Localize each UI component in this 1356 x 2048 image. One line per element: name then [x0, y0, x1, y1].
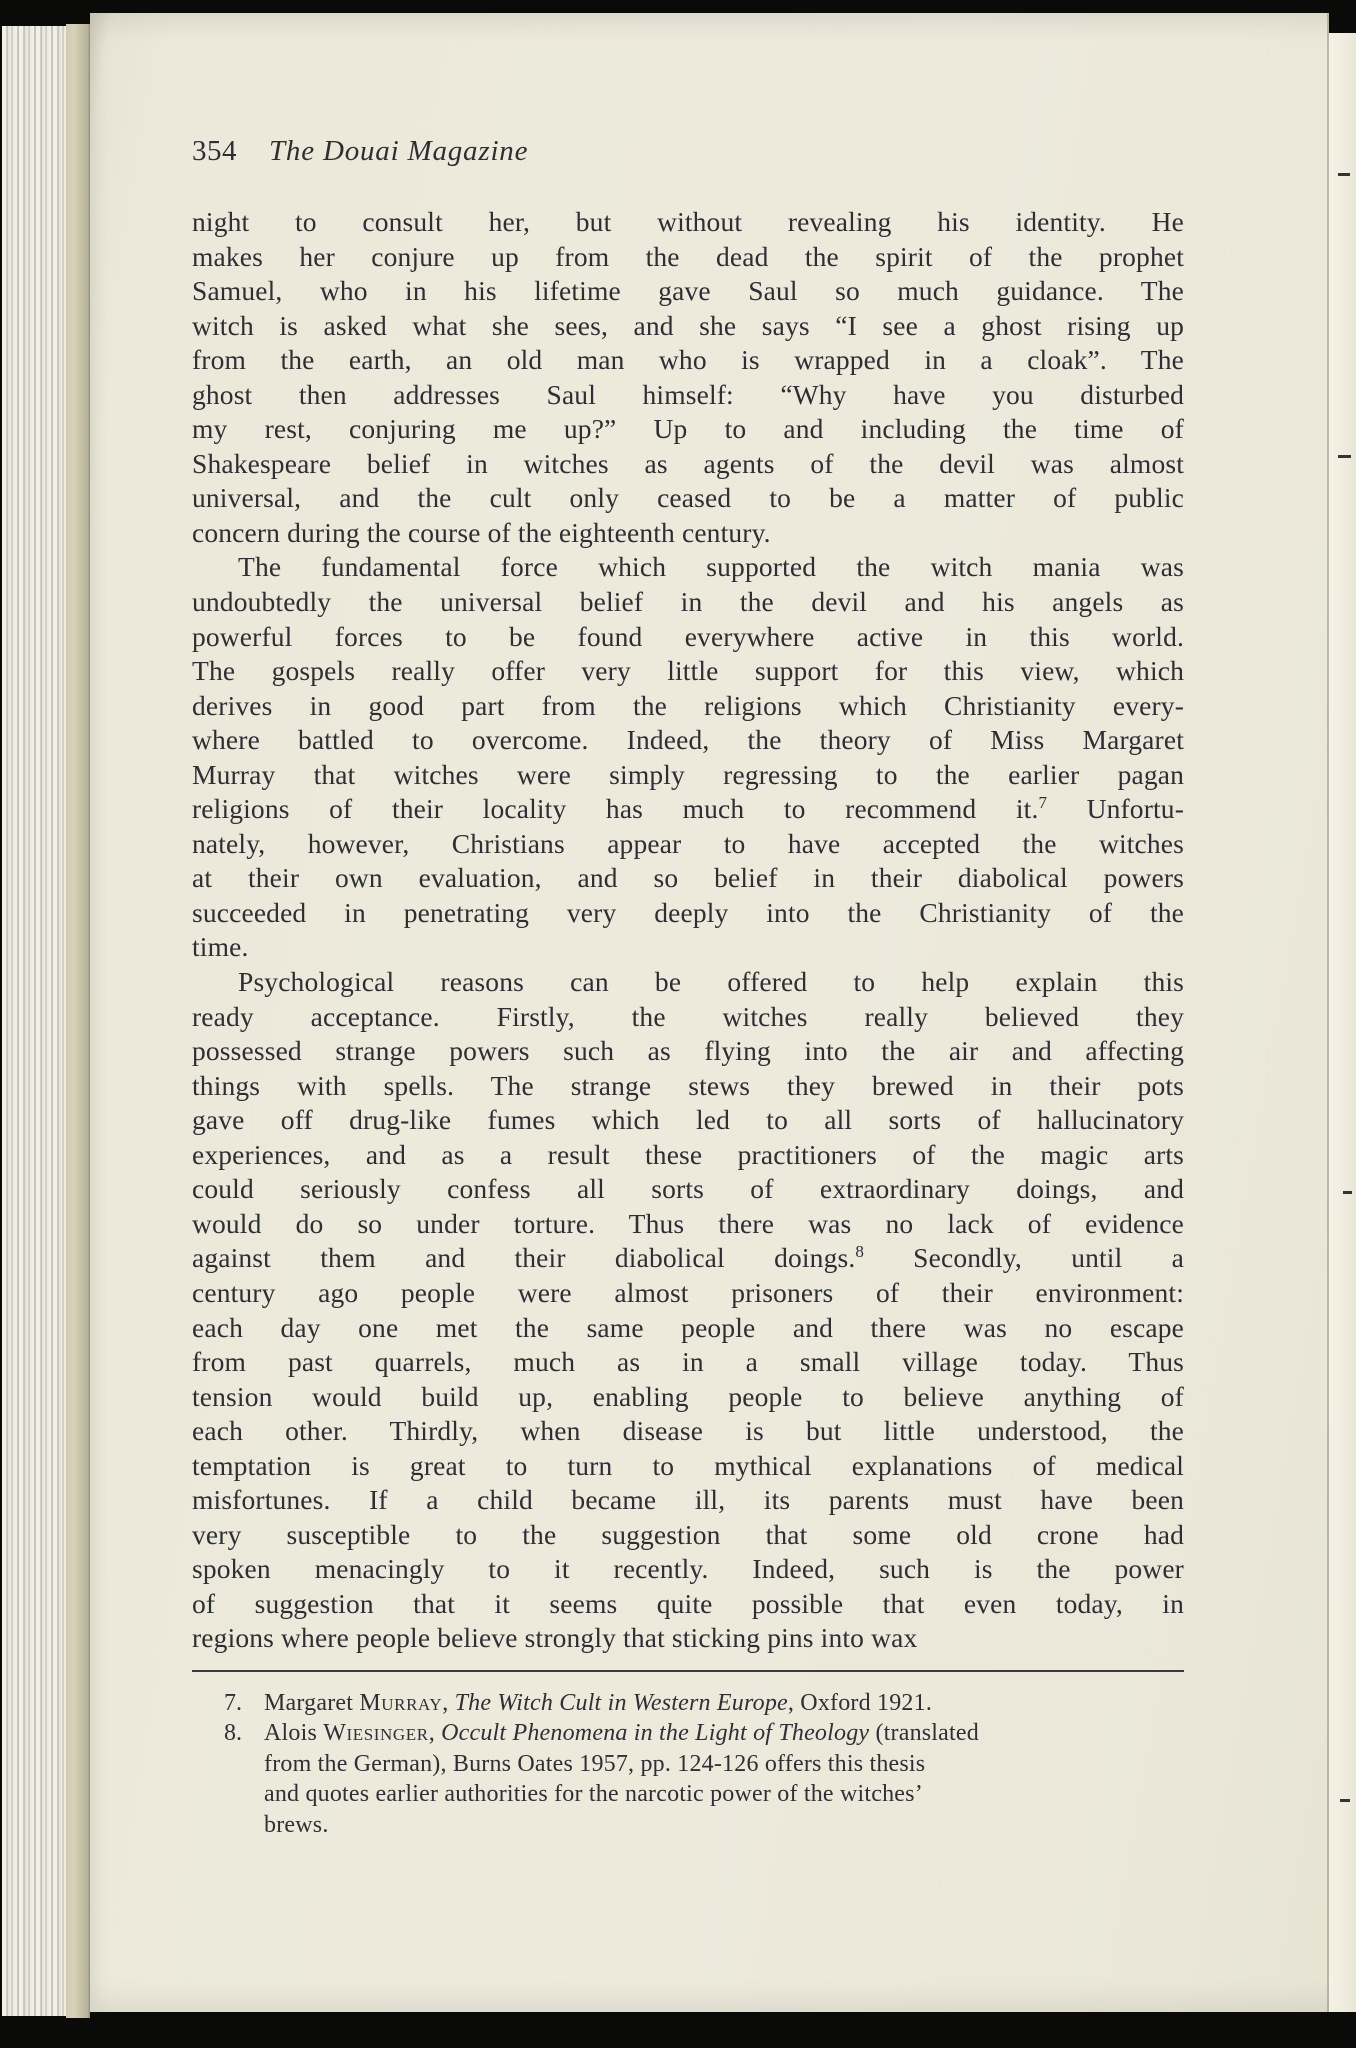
page-edge-right: [1329, 31, 1356, 2012]
body-line: universal, and the cult only ceased to be a matter of public: [192, 482, 1184, 514]
footnote-rule: [192, 1670, 1184, 1672]
footnote-reference: 7: [1038, 793, 1047, 813]
body-line: makes her conjure up from the dead the spirit of the prophet: [192, 240, 1184, 272]
body-line: very susceptible to the suggestion that some old crone had: [192, 1518, 1184, 1550]
footnote-line: Margaret Murray, The Witch Cult in Western Europe, Oxford 1921.: [264, 1689, 933, 1716]
binding-mark: [1343, 1191, 1352, 1194]
footnote: [192, 1688, 1184, 1719]
body-line: regions where people believe strongly that sticking pins into wax: [192, 1622, 918, 1654]
body-line: where battled to overcome. Indeed, the theory of Miss Margaret: [192, 724, 1184, 756]
body-line: derives in good part from the religions which Christianity every-: [192, 689, 1184, 721]
body-line: ready acceptance. Firstly, the witches really believed they: [192, 1000, 1184, 1032]
footnote-line: and quotes earlier authorities for the narcotic power of the witches’: [264, 1781, 923, 1808]
body-line: ghost then addresses Saul himself: “Why have you disturbed: [192, 378, 1184, 410]
author-name: Wiesinger: [323, 1720, 429, 1747]
work-title: Occult Phenomena in the Light of Theology: [441, 1720, 870, 1747]
body-line: religions of their locality has much to recommend it.$^7$ Unfortu-: [192, 793, 1184, 825]
page-number: 354: [192, 135, 237, 167]
body-line: nately, however, Christians appear to have accepted the witches: [192, 827, 1184, 859]
body-line: possessed strange powers such as flying into the air and affecting: [192, 1035, 1184, 1067]
body-line: at their own evaluation, and so belief in their diabolical powers: [192, 862, 1184, 894]
page-edge-curve: [66, 24, 90, 2018]
body-line: powerful forces to be found everywhere active in this world.: [192, 620, 1184, 652]
body-line: concern during the course of the eighteenth century.: [192, 516, 771, 548]
body-line: succeeded in penetrating very deeply into the Christianity of the: [192, 896, 1184, 928]
body-line: Samuel, who in his lifetime gave Saul so much guidance. The: [192, 275, 1184, 307]
body-line: each other. Thirdly, when disease is but little understood, the: [192, 1415, 1184, 1447]
running-header: [192, 133, 1184, 169]
body-line: from past quarrels, much as in a small village today. Thus: [192, 1346, 1184, 1378]
binding-mark: [1338, 455, 1351, 458]
body-line: spoken menacingly to it recently. Indeed, such is the power: [192, 1553, 1184, 1585]
body-line: from the earth, an old man who is wrapped in a cloak”. The: [192, 344, 1184, 376]
page-content: [192, 133, 1184, 1840]
footnote-line: brews.: [264, 1811, 329, 1838]
footnote-number: 7.: [224, 1689, 242, 1716]
body-text: [192, 205, 1184, 1656]
body-line: Shakespeare belief in witches as agents of the devil was almost: [192, 447, 1184, 479]
body-line: would do so under torture. Thus there was no lack of evidence: [192, 1207, 1184, 1239]
footnote-text: [264, 1718, 1184, 1840]
corner-shadow: [1329, 13, 1356, 33]
body-line: tension would build up, enabling people to believe anything of: [192, 1380, 1184, 1412]
body-line: my rest, conjuring me up?” Up to and including the time of: [192, 413, 1184, 445]
binding-mark: [1338, 173, 1350, 176]
body-line: night to consult her, but without revealing his identity. He: [192, 206, 1184, 237]
body-line: each day one met the same people and there was no escape: [192, 1311, 1184, 1343]
author-name: Murray: [359, 1689, 443, 1716]
body-line: undoubtedly the universal belief in the devil and his angels as: [192, 586, 1184, 618]
body-line: of suggestion that it seems quite possible that even today, in: [192, 1587, 1184, 1619]
body-line: misfortunes. If a child became ill, its parents must have been: [192, 1484, 1184, 1516]
binding-mark: [1340, 1799, 1350, 1802]
body-line: temptation is great to turn to mythical explanations of medical: [192, 1449, 1184, 1481]
magazine-title: The Douai Magazine: [269, 135, 529, 167]
page-crease: [1327, 13, 1329, 2012]
body-line: things with spells. The strange stews they brewed in their pots: [192, 1069, 1184, 1101]
body-line: The fundamental force which supported the witch mania was: [238, 551, 1184, 583]
footnote-reference: 8: [855, 1242, 864, 1262]
work-title: The Witch Cult in Western Europe: [454, 1689, 788, 1716]
footnote-text: [264, 1688, 1184, 1719]
body-line: witch is asked what she sees, and she says “I see a ghost rising up: [192, 309, 1184, 341]
footnotes: [192, 1688, 1184, 1841]
body-line: gave off drug-like fumes which led to all sorts of hallucinatory: [192, 1104, 1184, 1136]
book-page: [90, 13, 1356, 2012]
body-line: could seriously confess all sorts of extraordinary doings, and: [192, 1173, 1184, 1205]
footnote: [192, 1718, 1184, 1840]
body-line: century ago people were almost prisoners of their environment:: [192, 1276, 1184, 1308]
footnote-number: 8.: [224, 1720, 242, 1747]
body-line: The gospels really offer very little support for this view, which: [192, 655, 1184, 687]
footnote-line: from the German), Burns Oates 1957, pp. 124-126 offers this thesis: [264, 1750, 926, 1777]
body-line: experiences, and as a result these practitioners of the magic arts: [192, 1138, 1184, 1170]
body-line: Murray that witches were simply regressing to the earlier pagan: [192, 758, 1184, 790]
body-line: Psychological reasons can be offered to help explain this: [238, 966, 1184, 998]
footnote-line: Alois Wiesinger, Occult Phenomena in the Light of Theology (translated: [264, 1720, 979, 1747]
body-line: time.: [192, 931, 249, 963]
body-line: against them and their diabolical doings.$^8$ Secondly, until a: [192, 1242, 1185, 1274]
